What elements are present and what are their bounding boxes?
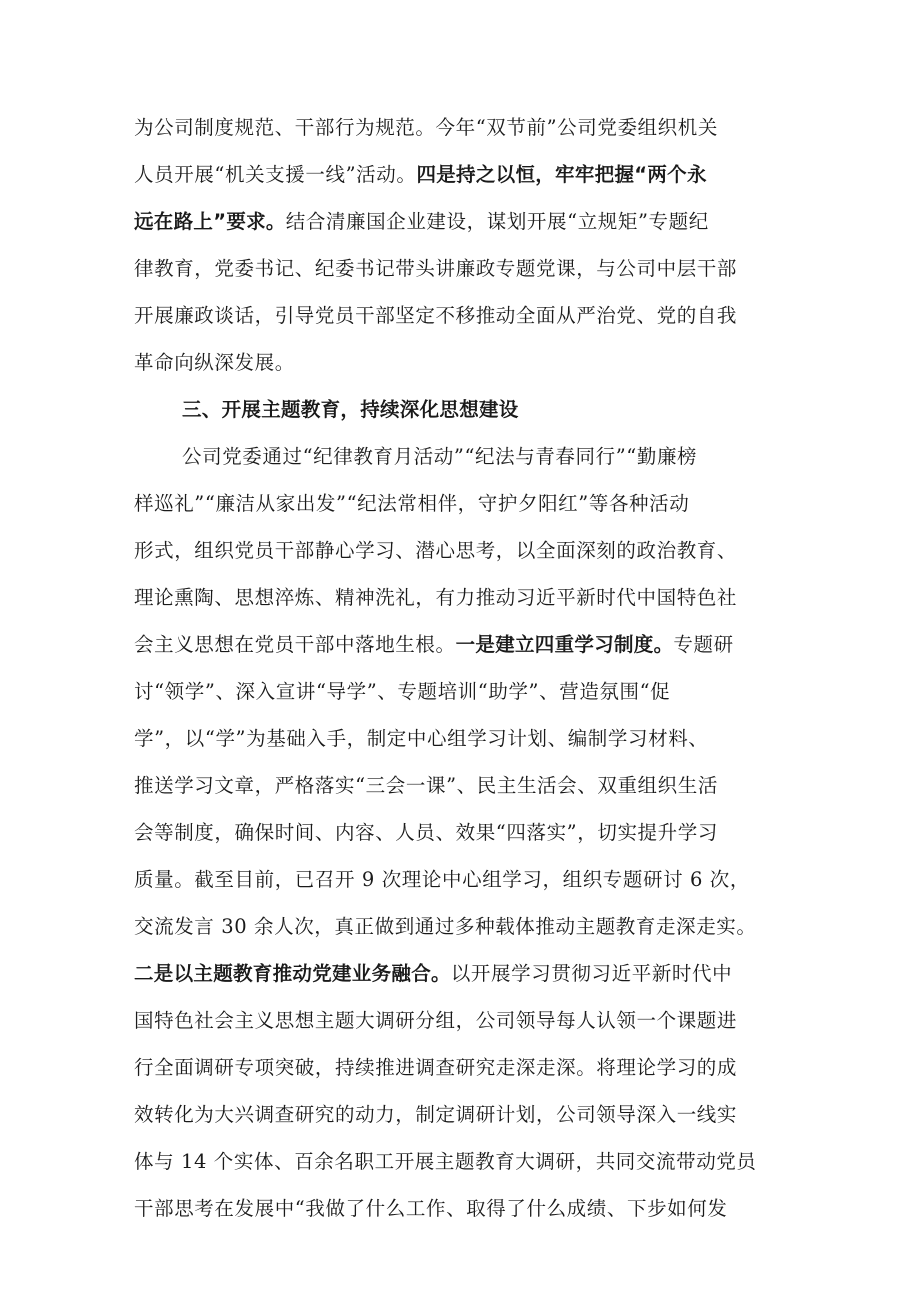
paragraph-line [134,245,794,292]
text-segment: 样巡礼”“廉洁从家出发”“纪法常相伴，守护夕阳红”等各种活动 [134,492,690,515]
paragraph-line [134,151,794,198]
bold-text-segment: 远在路上”要求。 [134,210,286,233]
text-segment: 律教育，党委书记、纪委书记带头讲廉政专题党课，与公司中层干部 [134,257,738,280]
text-segment: 人员开展“机关支援一线”活动。 [134,163,417,186]
text-segment: 形式，组织党员干部静心学习、潜心思考，以全面深刻的政治教育、 [134,539,738,562]
text-segment: 推送学习文章，严格落实“三会一课”、民主生活会、双重组织生活 [134,774,718,797]
paragraph-line [134,997,794,1044]
paragraph-line [134,715,794,762]
text-segment: 效转化为大兴调查研究的动力，制定调研计划，公司领导深入一线实 [134,1103,738,1126]
text-segment: 学”，以“学”为基础入手，制定中心组学习计划、编制学习材料、 [134,727,709,750]
bold-text-segment: 四是持之以恒，牢牢把握“两个永 [416,163,707,186]
paragraph-line [134,527,794,574]
text-segment: 专题研 [673,633,734,656]
text-segment: 以开展学习贯彻习近平新时代中 [450,962,733,985]
text-segment: 体与 14 个实体、百余名职工开展主题教育大调研，共同交流带动党员 [134,1150,757,1173]
paragraph-line [134,198,794,245]
paragraph-line [134,339,794,386]
paragraph-line-indented [134,433,794,480]
paragraph-line [134,1091,794,1138]
text-segment: 行全面调研专项突破，持续推进调查研究走深走深。将理论学习的成 [134,1056,738,1079]
text-segment: 理论熏陶、思想淬炼、精神洗礼，有力推动习近平新时代中国特色社 [134,586,738,609]
paragraph-line [134,292,794,339]
paragraph-line [134,621,794,668]
text-segment: 开展廉政谈话，引导党员干部坚定不移推动全面从严治党、党的自我 [134,304,738,327]
bold-text-segment: 一是建立四重学习制度。 [455,633,674,656]
paragraph-line [134,1185,794,1232]
paragraph-line [134,950,794,997]
paragraph-line [134,1044,794,1091]
text-segment: 讨“领学”、深入宣讲“导学”、专题培训“助学”、营造氛围“促 [134,680,671,703]
text-segment: 国特色社会主义思想主题大调研分组，公司领导每人认领一个课题进 [134,1009,738,1032]
paragraph-line [134,480,794,527]
text-segment: 干部思考在发展中“我做了什么工作、取得了什么成绩、下步如何发 [134,1197,728,1220]
paragraph-line [134,809,794,856]
document-body-text [134,104,794,1232]
text-segment: 质量。截至目前，已召开 9 次理论中心组学习，组织专题研讨 6 次， [134,868,751,891]
paragraph-line [134,574,794,621]
text-segment: 为公司制度规范、干部行为规范。今年“双节前”公司党委组织机关 [134,116,718,139]
paragraph-line-indented [134,386,794,433]
text-segment: 革命向纵深发展。 [134,351,295,374]
text-segment: 公司党委通过“纪律教育月活动”“纪法与青春同行”“勤廉榜 [182,445,698,468]
text-segment: 交流发言 30 余人次，真正做到通过多种载体推动主题教育走深走实。 [134,915,757,938]
bold-text-segment: 三、开展主题教育，持续深化思想建设 [182,398,519,421]
paragraph-line [134,668,794,715]
paragraph-line [134,856,794,903]
text-segment: 结合清廉国企业建设，谋划开展“立规矩”专题纪 [285,210,709,233]
paragraph-line [134,104,794,151]
paragraph-line [134,762,794,809]
text-segment: 会等制度，确保时间、内容、人员、效果“四落实”，切实提升学习 [134,821,718,844]
bold-text-segment: 二是以主题教育推动党建业务融合。 [134,962,451,985]
paragraph-line [134,1138,794,1185]
paragraph-line [134,903,794,950]
text-segment: 会主义思想在党员干部中落地生根。 [134,633,456,656]
